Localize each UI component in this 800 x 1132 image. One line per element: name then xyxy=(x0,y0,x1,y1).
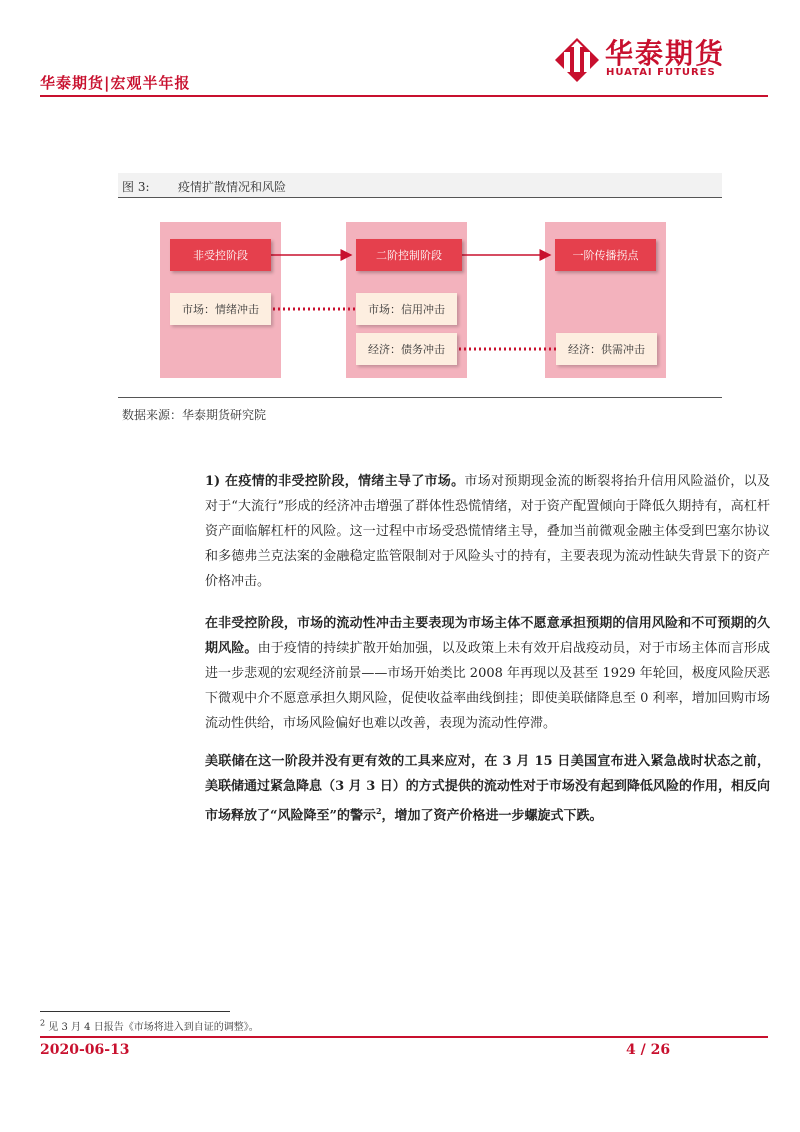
shock-box-market-credit: 市场：信用冲击 xyxy=(356,293,457,325)
footer-divider xyxy=(40,1036,768,1038)
footnote-text: 见 3 月 4 日报告《市场将进入到自证的调整》。 xyxy=(48,1022,259,1033)
paragraph-3-tail: ，增加了资产价格进一步螺旋式下跌。 xyxy=(381,808,603,824)
figure-number: 图 3: xyxy=(122,180,150,194)
figure-title: 疫情扩散情况和风险 xyxy=(178,180,287,194)
footnote xyxy=(40,1018,259,1033)
paragraph-2 xyxy=(205,611,770,736)
footer-date: 2020-06-13 xyxy=(40,1042,130,1058)
report-title: 华泰期货|宏观半年报 xyxy=(40,74,191,92)
paragraph-3-body: 美联储在这一阶段并没有更有效的工具来应对，在 3 月 15 日美国宣布进入紧急战时状态之前，美联储通过紧急降息（3 月 3 日）的方式提供的流动性对于市场没有起到降低风险的作用，相反向市场释放了“风险降至”的警示 xyxy=(205,754,770,824)
shock-box-economy-debt: 经济：债务冲击 xyxy=(356,333,457,365)
shock-box-market-sentiment: 市场：情绪冲击 xyxy=(170,293,271,325)
stage-box-first-order-turning: 一阶传播拐点 xyxy=(555,239,656,271)
footnote-marker: 2 xyxy=(40,1018,46,1028)
figure-bottom-rule xyxy=(118,397,722,398)
paragraph-1-body: 市场对预期现金流的断裂将抬升信用风险溢价，以及对于“大流行”形成的经济冲击增强了群体性恐慌情绪，对于资产配置倾向于降低久期持有，高杠杆资产面临解杠杆的风险。这一过程中市场受恐慌情绪主导，叠加当前微观金融主体受到巴塞尔协议和多德弗兰克法案的金融稳定监管限制对于风险头寸的持有，主要表现为流动性缺失背景下的资产价格冲击。 xyxy=(205,474,770,589)
footnote-rule xyxy=(40,1011,230,1012)
page-number: 4 / 26 xyxy=(626,1042,671,1058)
figure-source: 数据来源：华泰期货研究院 xyxy=(122,408,267,422)
stage-box-second-order: 二阶控制阶段 xyxy=(356,239,462,271)
paragraph-2-lead: 在非受控阶段，市场的流动性冲击主要表现为市场主体不愿意承担预期的信用风险和不可预期的久期风险。 xyxy=(205,616,770,656)
logo-english-name: HUATAI FUTURES xyxy=(606,67,716,78)
paragraph-3 xyxy=(205,749,770,828)
paragraph-2-body: 由于疫情的持续扩散开始加强，以及政策上未有效开启战疫动员，对于市场主体而言形成进一步悲观的宏观经济前景——市场开始类比 2008 年再现以及甚至 1929 年轮回，极度风险厌恶下微观中介不愿意承担久期风险，促使收益率曲线倒挂；即使美联储降息至 0 利率，增加回购市场流动性供给，市场风险偏好也难以改善，表现为流动性停滞。 xyxy=(205,641,770,731)
stage-box-uncontrolled: 非受控阶段 xyxy=(170,239,271,271)
logo-chinese-name: 华泰期货 xyxy=(605,37,726,70)
paragraph-1 xyxy=(205,469,770,594)
shock-box-economy-supply-demand: 经济：供需冲击 xyxy=(556,333,657,365)
paragraph-1-lead: 1) 在疫情的非受控阶段，情绪主导了市场。 xyxy=(205,474,465,489)
footnote-reference: 2 xyxy=(375,806,382,816)
